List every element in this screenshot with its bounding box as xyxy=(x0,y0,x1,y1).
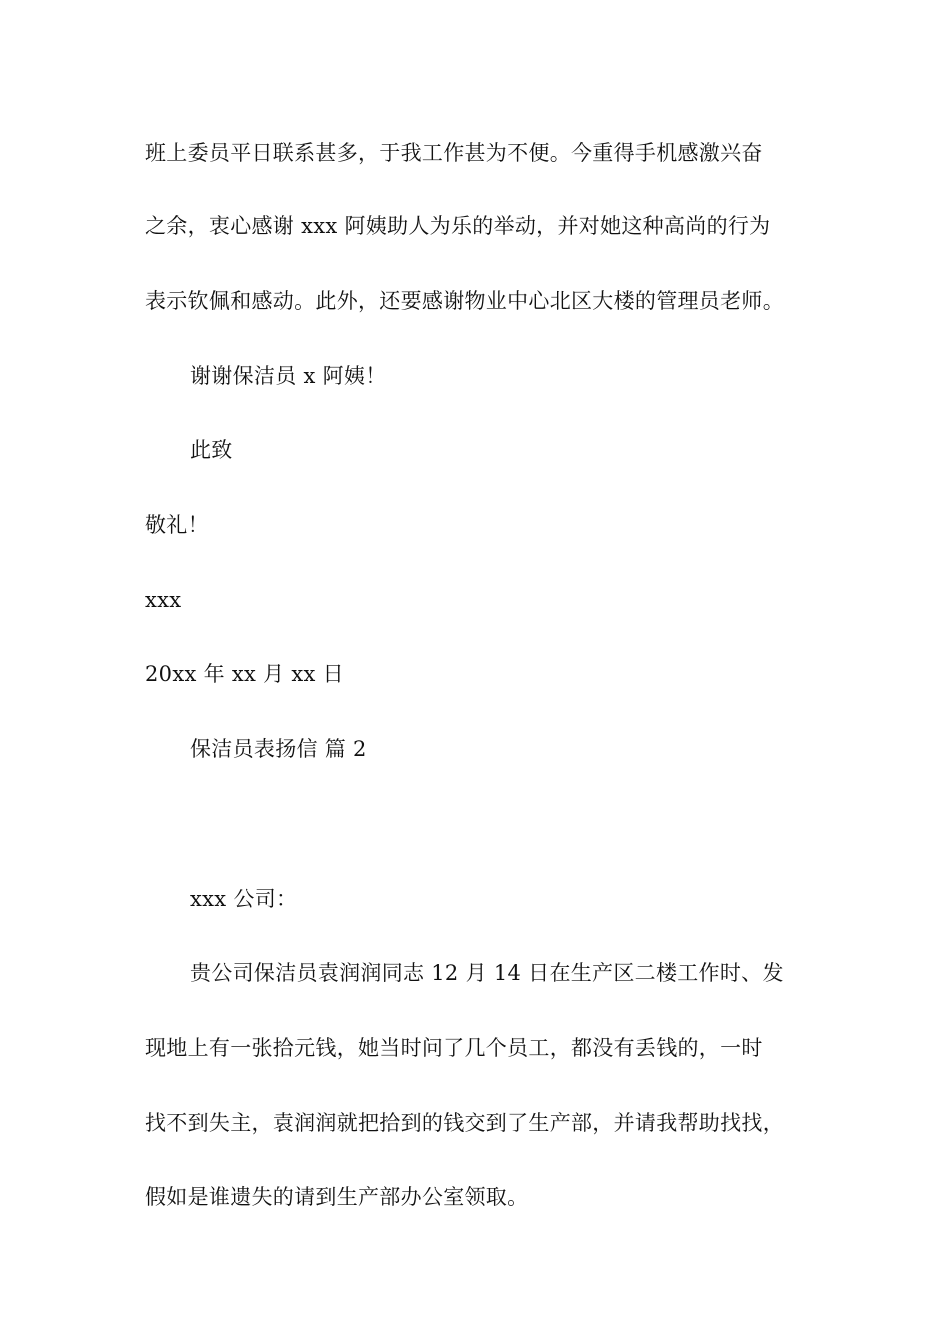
thanks-line: 谢谢保洁员 x 阿姨！ xyxy=(190,364,387,388)
paragraph-line: 假如是谁遗失的请到生产部办公室领取。 xyxy=(145,1185,529,1209)
paragraph-line: 贵公司保洁员袁润润同志 12 月 14 日在生产区二楼工作时、发 xyxy=(190,961,784,985)
closing-regards: 敬礼！ xyxy=(145,513,209,537)
paragraph-line: 表示钦佩和感动。此外，还要感谢物业中心北区大楼的管理员老师。 xyxy=(145,289,784,313)
letter-recipient: xxx 公司： xyxy=(190,887,298,911)
paragraph-line: 班上委员平日联系甚多，于我工作甚为不便。今重得手机感激兴奋 xyxy=(145,141,763,165)
paragraph-line: 找不到失主，袁润润就把拾到的钱交到了生产部，并请我帮助找找， xyxy=(145,1111,784,1135)
paragraph-line: 之余，衷心感谢 xxx 阿姨助人为乐的举动，并对她这种高尚的行为 xyxy=(145,214,771,238)
closing-salutation: 此致 xyxy=(190,438,233,462)
section-title: 保洁员表扬信 篇 2 xyxy=(190,737,367,761)
signature-name: xxx xyxy=(145,588,182,612)
paragraph-line: 现地上有一张拾元钱，她当时问了几个员工，都没有丢钱的，一时 xyxy=(145,1036,763,1060)
signature-date: 20xx 年 xx 月 xx 日 xyxy=(145,662,344,686)
